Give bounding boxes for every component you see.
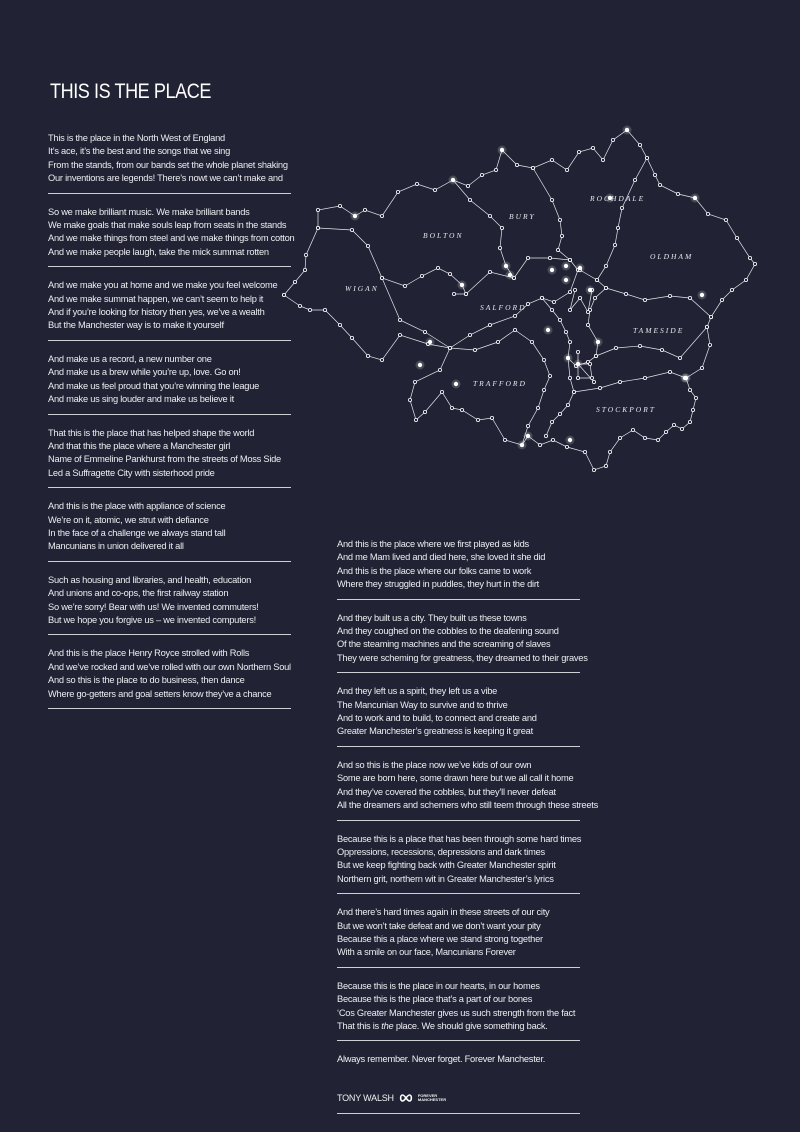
star-node <box>550 308 553 311</box>
star-node <box>576 376 579 379</box>
star-node <box>366 354 369 357</box>
stanza <box>48 497 291 562</box>
bright-star <box>460 283 464 287</box>
star-node <box>550 198 553 201</box>
star-node <box>448 346 451 349</box>
bright-star <box>520 443 524 447</box>
poem-line: Because this is the place that’s a part of our bones <box>337 994 533 1005</box>
star-node <box>323 308 326 311</box>
poem-line: And they left us a spirit, they left us a vibe <box>337 686 498 697</box>
star-node <box>552 300 555 303</box>
star-node <box>576 350 579 353</box>
star-node <box>550 158 553 161</box>
star-node <box>436 266 439 269</box>
star-node <box>653 173 656 176</box>
star-node <box>440 390 443 393</box>
stanza <box>48 350 291 415</box>
star-node <box>500 226 503 229</box>
stanza <box>337 535 580 600</box>
star-node <box>595 278 598 281</box>
poem-line: And we make things from steel and we make things from cotton <box>48 233 295 244</box>
star-node <box>643 298 646 301</box>
star-node <box>688 388 691 391</box>
star-node <box>565 168 568 171</box>
bright-star <box>564 264 568 268</box>
star-node <box>592 468 595 471</box>
stanza <box>337 903 580 968</box>
bright-star <box>508 273 512 277</box>
star-node <box>572 390 575 393</box>
star-node <box>450 406 453 409</box>
bright-star <box>428 340 432 344</box>
bright-star <box>504 264 508 268</box>
logo-wordmark-line1: FOREVER <box>417 1092 438 1098</box>
star-node <box>460 408 463 411</box>
star-node <box>526 256 529 259</box>
star-node <box>338 323 341 326</box>
poem-line: Such as housing and libraries, and health, education <box>48 574 252 585</box>
star-node <box>568 258 571 261</box>
poem-line: But we keep fighting back with Greater Manchester spirit <box>337 860 556 871</box>
poem-line: Oppressions, recessions, depressions and dark times <box>337 846 545 857</box>
star-node <box>616 226 619 229</box>
bright-star <box>353 214 357 218</box>
star-node <box>566 403 569 406</box>
star-node <box>408 398 411 401</box>
poem-line: From the stands, from our bands set the whole planet shaking <box>48 159 288 170</box>
stanza <box>48 571 291 636</box>
star-node <box>604 264 607 267</box>
bright-star <box>625 128 629 132</box>
star-node <box>573 288 576 291</box>
poem-line: Because this is a place that has been through some hard times <box>337 833 582 844</box>
star-node <box>488 214 491 217</box>
star-node <box>380 214 383 217</box>
star-node <box>735 236 738 239</box>
poem-line: That this is the place that has helped shape the world <box>48 427 255 438</box>
poem-line: ‘Cos Greater Manchester gives us such strength from the fact <box>337 1007 576 1018</box>
star-node <box>608 450 611 453</box>
poem-line: Greater Manchester’s greatness is keeping it great <box>337 726 533 737</box>
bright-star <box>550 268 554 272</box>
star-node <box>526 302 529 305</box>
poem-line: And make us a brew while you’re up, love. Go on! <box>48 367 241 378</box>
star-node <box>633 178 636 181</box>
star-node <box>658 183 661 186</box>
signature-block <box>337 1077 580 1114</box>
poem-line: And unions and co-ops, the first railway station <box>48 588 229 599</box>
poem-line: And we make you at home and we make you feel welcome <box>48 280 278 291</box>
star-node <box>488 270 491 273</box>
star-node <box>586 310 589 313</box>
star-node <box>558 218 561 221</box>
star-node <box>586 323 589 326</box>
poem-line: This is the place in the North West of England <box>48 133 225 143</box>
stanza <box>48 203 295 268</box>
bright-star <box>451 178 455 182</box>
star-node <box>415 182 418 185</box>
star-node <box>564 330 567 333</box>
poem-line: And if you’re looking for history then yes, we’ve a wealth <box>48 307 265 318</box>
star-node <box>531 166 534 169</box>
poem-title: THIS IS THE PLACE <box>50 80 211 103</box>
star-node <box>691 408 694 411</box>
star-node <box>468 333 471 336</box>
star-node <box>744 278 747 281</box>
star-node <box>513 328 516 331</box>
bright-star <box>546 328 550 332</box>
line-text-before: That this is <box>337 1020 382 1031</box>
star-node <box>556 248 559 251</box>
poem-line: In the face of a challenge we always stand tall <box>48 527 226 538</box>
star-node <box>604 464 607 467</box>
star-node <box>590 376 593 379</box>
star-node <box>611 138 614 141</box>
poem-line: It’s ace, it’s the best and the songs that we sing <box>48 146 230 157</box>
poem-line: And that this the place where a Manchester girl <box>48 440 231 451</box>
map-border-line <box>542 270 606 366</box>
star-node <box>398 318 401 321</box>
stanza <box>48 276 291 341</box>
poem-line: And make us feel proud that you’re winning the league <box>48 380 260 391</box>
poem-line: And we’ve rocked and we’ve rolled with our own Northern Soul <box>48 661 291 672</box>
poem-line: And they’ve covered the cobbles, but they’ll never defeat <box>337 786 556 797</box>
bright-star <box>578 266 582 270</box>
star-node <box>464 292 467 295</box>
star-node <box>624 292 627 295</box>
bright-star <box>588 288 592 292</box>
star-node <box>708 343 711 346</box>
star-node <box>513 314 516 317</box>
star-node <box>565 445 568 448</box>
star-node <box>403 284 406 287</box>
poem-line: Where they struggled in puddles, they hurt in the dirt <box>337 579 539 590</box>
poem-line: And this is the place Henry Royce strolled with Rolls <box>48 648 250 659</box>
star-node <box>398 333 401 336</box>
poem-line: Name of Emmeline Pankhurst from the streets of Moss Side <box>48 454 281 465</box>
poem-line: We make goals that make souls leap from seats in the stands <box>48 220 287 231</box>
poem-line: And this is the place where our folks came to work <box>337 565 532 576</box>
star-node <box>678 356 681 359</box>
star-node <box>308 308 311 311</box>
star-node <box>560 234 563 237</box>
star-node <box>423 410 426 413</box>
logo-wordmark-line2: MANCHESTER <box>417 1096 447 1102</box>
constellation-map <box>270 120 770 480</box>
bright-star <box>526 434 530 438</box>
star-node <box>466 184 469 187</box>
star-node <box>694 396 697 399</box>
poem-line: Mancunians in union delivered it all <box>48 541 184 552</box>
star-node <box>380 358 383 361</box>
star-node <box>316 226 319 229</box>
star-node <box>643 436 646 439</box>
map-border-line <box>533 168 570 260</box>
star-node <box>668 294 671 297</box>
stanza <box>337 830 580 895</box>
star-node <box>414 418 417 421</box>
poem-line: And me Mam lived and died here, she loved it she did <box>337 552 546 563</box>
star-node <box>413 380 416 383</box>
star-node <box>593 296 596 299</box>
star-node <box>363 208 366 211</box>
poem-line: The Mancunian Way to survive and to thrive <box>337 699 508 710</box>
line-text-after: place. We should give something back. <box>393 1020 548 1031</box>
star-node <box>304 253 307 256</box>
right-stanza-group <box>337 535 598 968</box>
star-node <box>631 428 634 431</box>
poem-line: And this is the place where we first played as kids <box>337 539 529 549</box>
star-node <box>538 443 541 446</box>
map-border-line <box>597 158 647 280</box>
star-node <box>526 424 529 427</box>
star-node <box>680 427 683 430</box>
star-node <box>601 158 604 161</box>
infinity-logo-icon <box>399 1094 413 1102</box>
star-node <box>656 438 659 441</box>
star-node <box>498 246 501 249</box>
star-node <box>542 358 545 361</box>
logo-wordmark <box>418 1094 446 1102</box>
star-node <box>293 280 296 283</box>
star-node <box>688 420 691 423</box>
map-border-lines <box>284 130 755 470</box>
star-node <box>578 296 581 299</box>
star-node <box>350 336 353 339</box>
star-node <box>638 143 641 146</box>
star-node <box>591 146 594 149</box>
star-node <box>480 173 483 176</box>
bright-star <box>454 382 458 386</box>
bright-star <box>576 362 580 366</box>
star-node <box>558 318 561 321</box>
star-node <box>550 420 553 423</box>
star-node <box>452 292 455 295</box>
poem-line: And we make summat happen, we can’t seem to help it <box>48 293 264 304</box>
bright-star <box>700 293 704 297</box>
bright-star <box>693 196 697 200</box>
poem-line: And to work and to build, to connect and create and <box>337 713 537 724</box>
star-node <box>643 376 646 379</box>
bright-star <box>566 356 570 360</box>
poem-line: They were scheming for greatness, they dreamed to their graves <box>337 652 588 663</box>
bright-star <box>418 363 422 367</box>
region-label-stockport: STOCKPORT <box>596 405 656 414</box>
star-node <box>282 293 285 296</box>
region-label-bury: BURY <box>509 212 536 221</box>
star-node <box>530 340 533 343</box>
star-node <box>753 262 756 265</box>
star-node <box>350 228 353 231</box>
star-node <box>568 376 571 379</box>
star-node <box>705 325 708 328</box>
star-node <box>558 412 561 415</box>
star-node <box>724 218 727 221</box>
star-node <box>676 192 679 195</box>
region-label-salford: SALFORD <box>480 303 527 312</box>
poem-line: Northern grit, northern wit in Greater Manchester’s lyrics <box>337 873 554 884</box>
stanza <box>337 756 598 821</box>
star-node <box>730 288 733 291</box>
stanza <box>48 129 291 194</box>
star-node <box>568 290 571 293</box>
star-node <box>551 438 554 441</box>
star-node <box>709 315 712 318</box>
stanza <box>48 424 291 489</box>
poem-line: All the dreamers and schemers who still teem through these streets <box>337 800 598 811</box>
star-node <box>706 212 709 215</box>
star-node <box>316 208 319 211</box>
star-node <box>536 406 539 409</box>
stanza-final <box>337 977 580 1042</box>
star-node <box>548 256 551 259</box>
bright-star <box>500 148 504 152</box>
poem-line: Where go-getters and goal setters know they’ve a chance <box>48 688 272 699</box>
bright-star <box>683 376 687 380</box>
star-node <box>448 272 451 275</box>
star-node <box>423 330 426 333</box>
poem-line-last <box>337 1020 580 1033</box>
star-node <box>494 168 497 171</box>
poem-line: We’re on it, atomic, we strut with defiance <box>48 514 209 525</box>
star-node <box>542 388 545 391</box>
poem-line: And they coughed on the cobbles to the deafening sound <box>337 626 559 637</box>
star-node <box>496 340 499 343</box>
poem-line: And we make people laugh, take the mick summat rotten <box>48 246 269 257</box>
poem-line: Our inventions are legends! There’s nowt we can’t make and <box>48 173 283 184</box>
star-node <box>688 296 691 299</box>
star-node <box>568 340 571 343</box>
star-node <box>540 296 543 299</box>
map-border-line <box>606 288 711 317</box>
star-node <box>598 386 601 389</box>
star-node <box>618 436 621 439</box>
poem-line: And make us a record, a new number one <box>48 353 212 364</box>
stanza <box>337 609 588 674</box>
poem-line: Some are born here, some drawn here but we all call it home <box>337 773 574 784</box>
map-border-line <box>284 130 755 470</box>
poem-line: So we’re sorry! Bear with us! We invented commuters! <box>48 601 259 612</box>
line-text-emphasis: the <box>381 1020 394 1031</box>
star-node <box>366 244 369 247</box>
region-label-trafford: TRAFFORD <box>473 379 527 388</box>
poem-line: But the Manchester way is to make it yourself <box>48 320 224 331</box>
author-name: TONY WALSH <box>337 1092 394 1103</box>
poem-line: Because this is the place in our hearts, in our homes <box>337 980 540 991</box>
star-node <box>303 268 306 271</box>
star-node <box>420 274 423 277</box>
region-label-rochdale: ROCHDALE <box>590 194 646 203</box>
star-node <box>592 380 595 383</box>
poem-line: Because this a place where we stand strong together <box>337 933 543 944</box>
map-border-line <box>546 358 574 436</box>
star-node <box>438 368 441 371</box>
star-node <box>618 380 621 383</box>
left-column <box>48 129 295 718</box>
star-node <box>588 362 591 365</box>
star-node <box>604 286 607 289</box>
star-node <box>613 243 616 246</box>
star-node <box>338 204 341 207</box>
star-node <box>620 206 623 209</box>
poem-line: Of the steaming machines and the screaming of slaves <box>337 639 551 650</box>
star-node <box>672 423 675 426</box>
star-node <box>298 304 301 307</box>
star-node <box>380 276 383 279</box>
star-node <box>468 198 471 201</box>
region-label-oldham: OLDHAM <box>650 252 694 261</box>
right-column <box>337 535 598 1114</box>
star-node <box>476 418 479 421</box>
star-node <box>660 348 663 351</box>
closing-line: Always remember. Never forget. Forever Manchester. <box>337 1054 546 1065</box>
bright-star <box>568 438 572 442</box>
star-node <box>583 450 586 453</box>
star-node <box>568 308 571 311</box>
poem-line: Led a Suffragette City with sisterhood pride <box>48 467 215 478</box>
poem-line: So we make brilliant music. We make brilliant bands <box>48 206 250 217</box>
star-node <box>396 190 399 193</box>
star-node <box>433 188 436 191</box>
star-node <box>720 298 723 301</box>
stanza <box>337 682 580 747</box>
star-node <box>668 370 671 373</box>
region-label-bolton: BOLTON <box>423 231 464 240</box>
star-node <box>473 348 476 351</box>
poem-line: And they built us a city. They built us these towns <box>337 612 527 623</box>
poem-line: But we won’t take defeat and we don’t want your pity <box>337 920 541 931</box>
poem-line: And there’s hard times again in these streets of our city <box>337 907 550 918</box>
bright-star <box>596 340 600 344</box>
star-node <box>594 354 597 357</box>
stanza <box>48 644 291 709</box>
region-label-wigan: WIGAN <box>345 284 379 293</box>
star-node <box>614 346 617 349</box>
map-border-line <box>574 372 686 392</box>
star-node <box>503 438 506 441</box>
poem-line: And this is the place with appliance of science <box>48 501 226 512</box>
star-node <box>490 416 493 419</box>
poem-line: And make us sing louder and make us believe it <box>48 394 234 405</box>
star-node <box>664 430 667 433</box>
bright-star <box>564 278 568 282</box>
star-node <box>577 150 580 153</box>
star-node <box>548 374 551 377</box>
map-stars <box>282 126 756 472</box>
poem-line: And so this is the place now we’ve kids of our own <box>337 759 532 770</box>
star-node <box>645 156 648 159</box>
star-node <box>638 344 641 347</box>
star-node <box>515 163 518 166</box>
poem-line: With a smile on our face, Mancunians Forever <box>337 947 516 958</box>
region-label-tameside: TAMESIDE <box>633 326 685 335</box>
star-node <box>700 366 703 369</box>
star-node <box>544 434 547 437</box>
star-node <box>488 323 491 326</box>
poem-line: But we hope you forgive us – we invented computers! <box>48 614 256 625</box>
star-node <box>748 256 751 259</box>
poem-line: And so this is the place to do business, then dance <box>48 675 245 686</box>
